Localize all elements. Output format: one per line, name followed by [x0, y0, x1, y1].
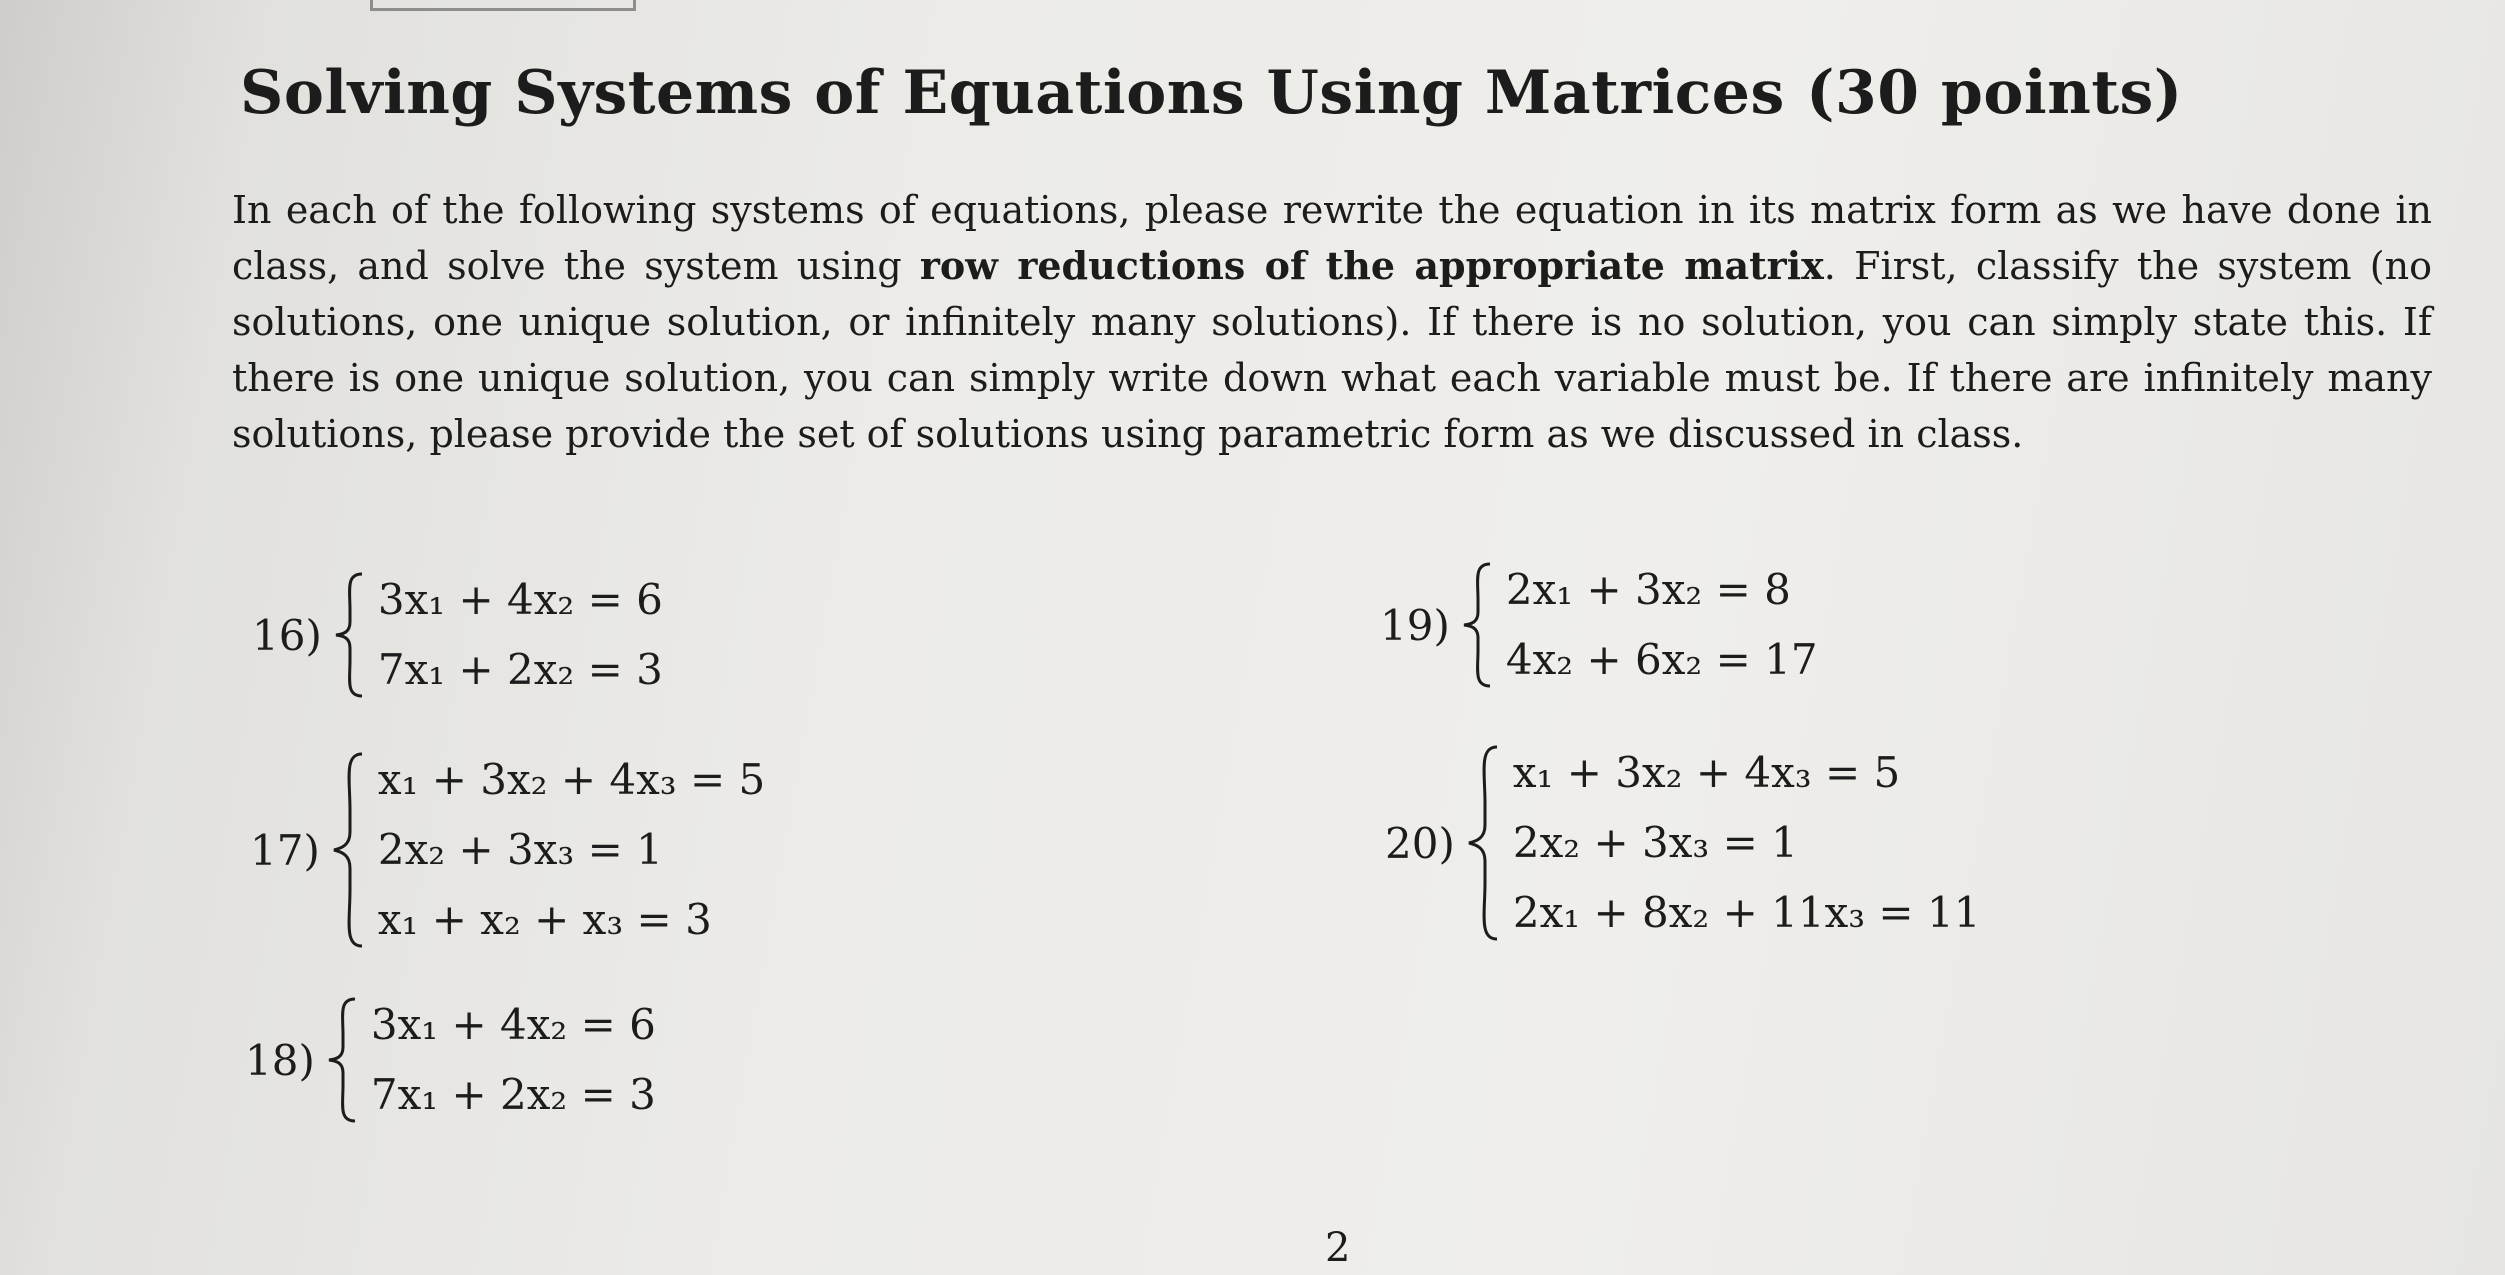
instructions-bold-text: row reductions of the appropriate matrix — [919, 243, 1824, 288]
equation-1: 3x₁ + 4x₂ = 6 — [370, 1000, 656, 1049]
left-brace-icon — [332, 570, 366, 700]
page-title: Solving Systems of Equations Using Matrices (30 points) — [240, 58, 2183, 128]
equation-3: x₁ + x₂ + x₃ = 3 — [377, 895, 712, 944]
problem-16 — [252, 565, 663, 705]
equation-2: 2x₂ + 3x₃ = 1 — [377, 825, 663, 874]
left-brace-icon — [325, 995, 359, 1125]
left-brace-icon — [1460, 560, 1494, 690]
problem-number: 20) — [1385, 818, 1455, 868]
equation-system — [1513, 738, 1981, 948]
equation-1: x₁ + 3x₂ + 4x₃ = 5 — [1512, 748, 1901, 797]
instructions-text-2: . First, classify the system (no solutions, one unique solution, or infinitely many solutions). If there is no solution, you can simply state this. If there is one unique solution, you can simply write down what each variable must be. If there are infinitely many solutions, please provide the set of solutions using parametric form as we discussed in class. — [232, 244, 2432, 456]
problem-number: 18) — [245, 1035, 315, 1085]
equation-1: 2x₁ + 3x₂ = 8 — [1505, 565, 1791, 614]
equation-2: 2x₂ + 3x₃ = 1 — [1512, 818, 1798, 867]
equation-2: 4x₂ + 6x₂ = 17 — [1505, 635, 1818, 684]
instructions-text-1: In each of the following systems of equations, please rewrite the equation in its matrix form as we have done in class, and solve the system using — [232, 188, 2432, 288]
page-number: 2 — [1325, 1225, 1351, 1271]
equation-1: x₁ + 3x₂ + 4x₃ = 5 — [377, 755, 766, 804]
left-brace-icon — [1465, 743, 1501, 943]
problem-17 — [250, 745, 765, 955]
instructions-paragraph — [232, 182, 2432, 462]
problem-20 — [1385, 738, 1980, 948]
problem-18 — [245, 990, 656, 1130]
problem-number: 16) — [252, 610, 322, 660]
problem-number: 17) — [250, 825, 320, 875]
equation-3: 2x₁ + 8x₂ + 11x₃ = 11 — [1512, 888, 1981, 937]
left-brace-icon — [330, 750, 366, 950]
equation-system — [378, 745, 765, 955]
equation-system — [378, 565, 663, 705]
equation-system — [1506, 555, 1818, 695]
problem-number: 19) — [1380, 600, 1450, 650]
top-edge-mark — [370, 0, 636, 11]
equation-2: 7x₁ + 2x₂ = 3 — [377, 645, 663, 694]
equation-1: 3x₁ + 4x₂ = 6 — [377, 575, 663, 624]
equation-2: 7x₁ + 2x₂ = 3 — [370, 1070, 656, 1119]
equation-system — [371, 990, 656, 1130]
problem-19 — [1380, 555, 1818, 695]
